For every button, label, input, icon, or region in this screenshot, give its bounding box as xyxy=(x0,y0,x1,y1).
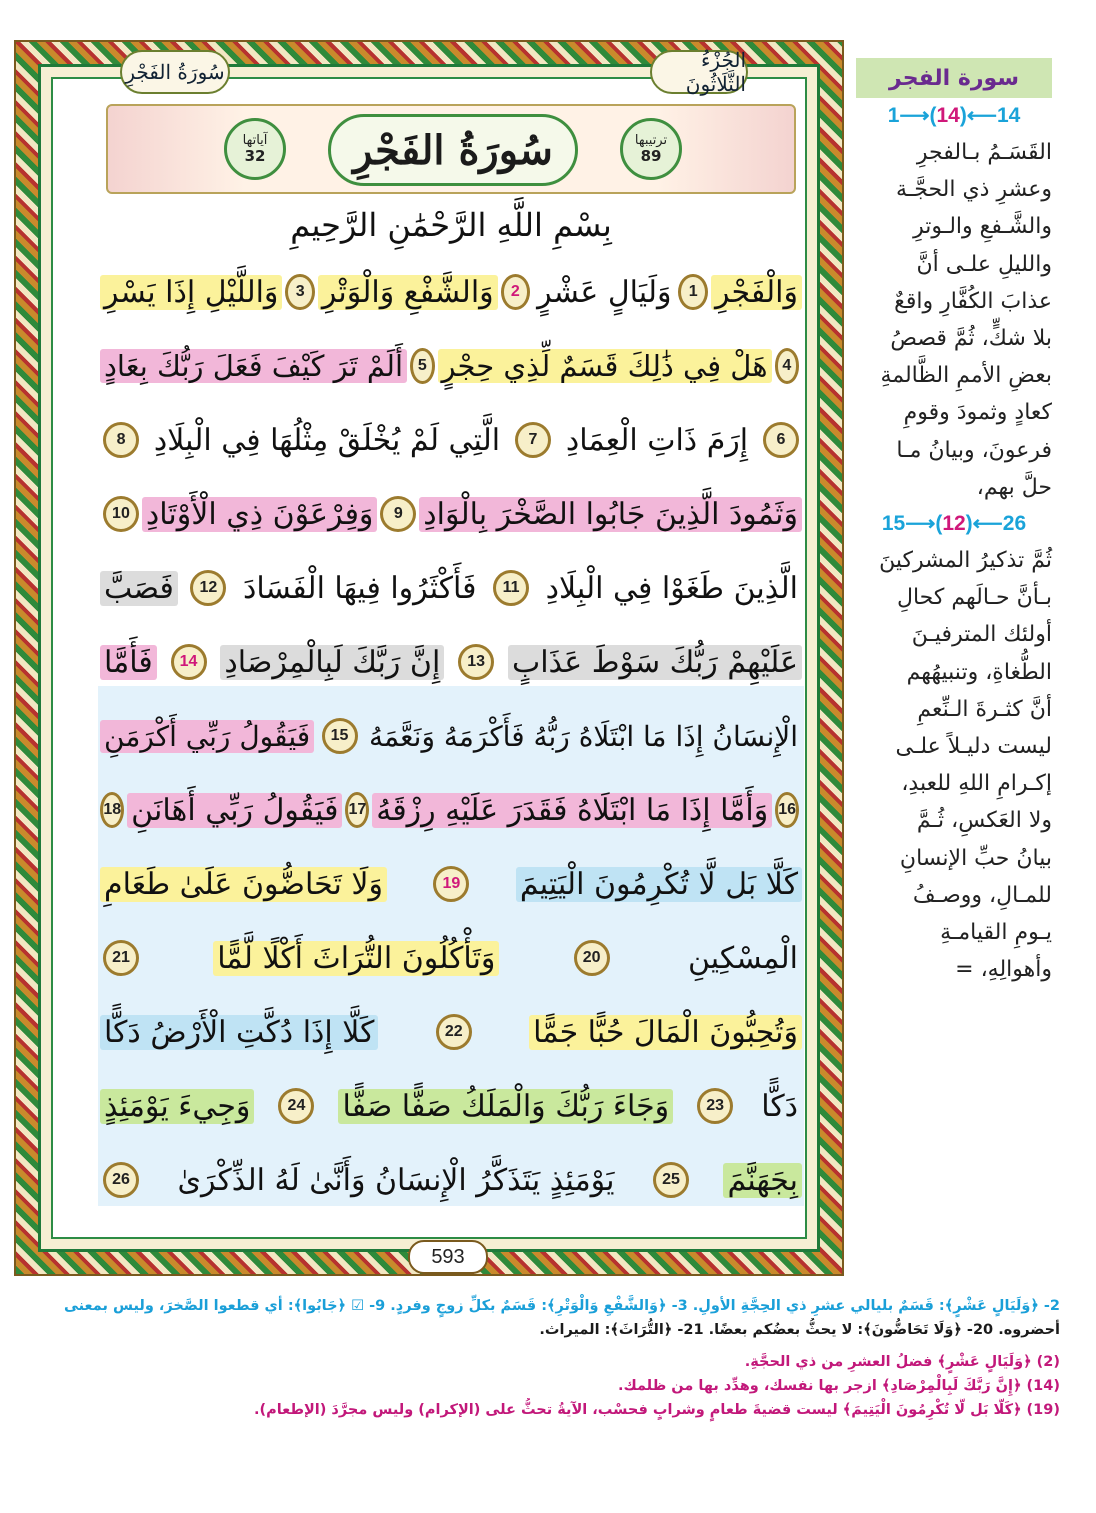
arrow-icon: ⟵ xyxy=(972,512,1003,536)
side-commentary xyxy=(856,58,1052,988)
side-line: إكـرامِ اللهِ للعبدِ، xyxy=(901,771,1052,797)
side-line: ولا العَكسِ، ثُـمَّ xyxy=(916,808,1052,834)
side-line: حلَّ بهم، xyxy=(976,474,1052,500)
verse-text: وَلَا تَحَاضُّونَ عَلَىٰ طَعَامِ xyxy=(100,867,387,902)
ayah-marker: 23 xyxy=(697,1088,733,1124)
basmala: بِسْمِ اللَّهِ الرَّحْمَٰنِ الرَّحِيمِ xyxy=(290,206,612,244)
verse-text: إِنَّ رَبَّكَ لَبِالْمِرْصَادِ xyxy=(220,645,444,680)
ayah-marker: 1 xyxy=(678,274,707,310)
side-line: للمـالِ، ووصـفُ xyxy=(912,882,1052,908)
verse-text: وَجَاءَ رَبُّكَ وَالْمَلَكُ صَفًّا صَفًّا xyxy=(338,1089,673,1124)
ayat-value: 32 xyxy=(244,146,266,165)
arrow-icon: ⟵ xyxy=(966,104,997,127)
ayah-marker: 9 xyxy=(380,496,416,532)
verse-line-8 xyxy=(100,780,802,840)
verse-text: يَوْمَئِذٍ يَتَذَكَّرُ الْإِنسَانُ وَأَنَّىٰ لَهُ الذِّكْرَىٰ xyxy=(177,1162,615,1198)
ayah-marker: 5 xyxy=(410,348,434,384)
verse-text: هَلْ فِي ذَٰلِكَ قَسَمٌ لِّذِي حِجْرٍ xyxy=(438,349,772,383)
verse-text: وَأَمَّا إِذَا مَا ابْتَلَاهُ فَقَدَرَ عَلَيْهِ رِزْقَهُ xyxy=(372,793,772,828)
verse-line-12 xyxy=(100,1076,802,1136)
verse-line-9 xyxy=(100,854,802,914)
range-from: 1 xyxy=(887,104,900,127)
ayah-marker: 20 xyxy=(574,940,610,976)
side-line: كعادٍ وثمودَ وقومِ xyxy=(903,400,1052,426)
verse-text: وَثَمُودَ الَّذِينَ جَابُوا الصَّخْرَ بِالْوَادِ xyxy=(419,497,802,532)
footnote-14: (14) ﴿إِنَّ رَبَّكَ لَبِالْمِرْصَادِ﴾ ازجر بها نفسك، وهدِّد بها من ظلمك. xyxy=(617,1378,1060,1394)
ayah-marker: 3 xyxy=(285,274,314,310)
footnote-2: (2) ﴿وَلَيَالٍ عَشْرٍ﴾ فضلُ العشرِ من ذي الحجَّةِ. xyxy=(744,1354,1060,1370)
verse-line-11 xyxy=(100,1002,802,1062)
verse-line-13 xyxy=(100,1150,802,1210)
surah-title: سُورَةُ الفَجْرِ xyxy=(328,114,578,186)
ayah-range-1: 1⟶(14)⟵14 xyxy=(887,104,1021,127)
side-line: بيانُ حبِّ الإنسانِ xyxy=(899,845,1052,871)
verse-text: وَفِرْعَوْنَ ذِي الْأَوْتَادِ xyxy=(142,497,378,532)
range-count: 12 xyxy=(942,512,966,536)
range-to: 26 xyxy=(1002,512,1027,536)
verse-text: إِرَمَ ذَاتِ الْعِمَادِ xyxy=(565,422,749,458)
side-line: والليلِ علـى أنَّ xyxy=(916,251,1052,277)
ayah-marker: 21 xyxy=(103,940,139,976)
side-line: بـأنَّ حـالَهم كحالِ xyxy=(896,585,1052,611)
verse-text: أَلَمْ تَرَ كَيْفَ فَعَلَ رَبُّكَ بِعَادٍ xyxy=(100,349,407,383)
arrow-icon: ⟶ xyxy=(899,104,930,127)
verse-text: فَيَقُولُ رَبِّي أَهَانَنِ xyxy=(127,793,342,828)
range-to: 14 xyxy=(996,104,1021,127)
ayah-marker: 11 xyxy=(493,570,529,606)
ayah-marker: 2 xyxy=(501,274,530,310)
side-text-2 xyxy=(856,542,1052,988)
ayah-marker: 6 xyxy=(763,422,799,458)
verse-line-4 xyxy=(100,484,802,544)
range-count: 14 xyxy=(936,104,960,127)
ayah-range-2: 15⟶(12)⟵26 xyxy=(881,512,1027,536)
verse-text: وَجِيءَ يَوْمَئِذٍ xyxy=(100,1089,254,1124)
footnote-vocab-1: 2- ﴿وَلَيَالٍ عَشْرٍ﴾: قَسَمٌ بليالي عشرِ ذي الحِجَّةِ الأولِ. 3- ﴿وَالشَّفْعِ وَالْوَتْرِ﴾: قَسَمٌ بكلِّ زوجٍ وفردٍ. 9- ☑ ﴿جَابُوا﴾: أي قطعوا الصَّخرَ، وليس بمعنى xyxy=(63,1298,1060,1314)
order-value: 89 xyxy=(640,146,662,165)
ayah-marker: 17 xyxy=(345,792,369,828)
verse-line-3 xyxy=(100,410,802,470)
side-line: أنَّ كثـرةَ الـنِّعمِ xyxy=(917,696,1052,722)
side-line: وأهوالِهِ، = xyxy=(955,957,1052,983)
side-line: ثُمَّ تذكيرُ المشركينَ xyxy=(879,548,1052,574)
verse-text: فَيَقُولُ رَبِّي أَكْرَمَنِ xyxy=(100,720,314,753)
verse-text: وَالْفَجْرِ xyxy=(711,275,802,310)
side-line: والشَّـفعِ والـوترِ xyxy=(913,214,1052,240)
juz-label: الجُزْءُ الثَّلَاثُونَ xyxy=(685,48,746,96)
order-label: ترتيبها xyxy=(634,132,668,148)
ayah-marker: 16 xyxy=(775,792,799,828)
ayah-marker: 13 xyxy=(458,644,494,680)
ayah-marker: 24 xyxy=(278,1088,314,1124)
side-line: وعشرِ ذي الحجَّـة xyxy=(896,177,1052,203)
ayah-marker: 19 xyxy=(433,866,469,902)
verse-text: وَاللَّيْلِ إِذَا يَسْرِ xyxy=(100,275,282,310)
ayat-medallion xyxy=(224,118,286,180)
verse-text: كَلَّا بَل لَّا تُكْرِمُونَ الْيَتِيمَ xyxy=(516,867,802,902)
verse-line-7 xyxy=(100,706,802,766)
arrow-icon: ⟶ xyxy=(905,512,936,536)
side-line: بلا شكٍّ، ثُمَّ قصصُ xyxy=(890,326,1052,352)
ayah-marker: 26 xyxy=(103,1162,139,1198)
footnote-19: (19) ﴿كَلَّا بَل لَّا تُكْرِمُونَ الْيَتِيمَ﴾ ليست قضيةَ طعامٍ وشرابٍ فحسْب، الآيةُ تحثُّ على (الإكرام) وليس مجرَّدَ (الإطعام). xyxy=(253,1402,1060,1418)
verse-text: الَّتِي لَمْ يُخْلَقْ مِثْلُهَا فِي الْبِلَادِ xyxy=(153,422,501,458)
verse-text: وَتَأْكُلُونَ التُّرَاثَ أَكْلًا لَّمًّا xyxy=(213,941,499,976)
verse-line-10 xyxy=(100,928,802,988)
side-line: عذابَ الكُفَّارِ واقعٌ xyxy=(894,288,1052,314)
verse-text: وَالشَّفْعِ وَالْوَتْرِ xyxy=(318,275,498,310)
footnote-vocab-2: أحضروه. 20- ﴿وَلَا تَحَاضُّونَ﴾: لا يحثُّ بعضُكم بعضًا. 21- ﴿التُّرَاثَ﴾: الميراث. xyxy=(539,1322,1060,1338)
surah-title-banner xyxy=(106,104,796,194)
ayah-marker: 12 xyxy=(190,570,226,606)
side-line: ليست دليـلاً علـى xyxy=(895,734,1052,760)
side-line: القَسَـمُ بـالفجرِ xyxy=(916,140,1052,165)
ayah-marker: 18 xyxy=(100,792,124,828)
verse-text: عَلَيْهِمْ رَبُّكَ سَوْطَ عَذَابٍ xyxy=(508,645,802,680)
ayah-marker: 10 xyxy=(103,496,139,532)
verse-text: بِجَهَنَّمَ xyxy=(723,1163,802,1198)
juz-cartouche xyxy=(650,50,748,94)
verse-text: الَّذِينَ طَغَوْا فِي الْبِلَادِ xyxy=(545,570,798,606)
ayah-marker: 4 xyxy=(775,348,799,384)
side-line: فرعونَ، وبيانُ مـا xyxy=(896,437,1052,463)
surah-cartouche xyxy=(120,50,230,94)
verse-line-6 xyxy=(100,632,802,692)
ayah-marker: 25 xyxy=(653,1162,689,1198)
verse-text: فَأَكْثَرُوا فِيهَا الْفَسَادَ xyxy=(242,570,477,606)
side-line: يـومِ القيامـةِ xyxy=(940,920,1052,946)
ayat-label: آياتها xyxy=(242,132,268,148)
ayah-marker: 14 xyxy=(171,644,207,680)
verse-text: دَكًّا xyxy=(761,1088,798,1124)
verse-text: فَصَبَّ xyxy=(100,571,178,606)
footnotes xyxy=(40,1294,1060,1422)
verse-line-2 xyxy=(100,336,802,396)
order-medallion xyxy=(620,118,682,180)
verse-text: فَأَمَّا xyxy=(100,645,157,680)
ayah-marker: 7 xyxy=(515,422,551,458)
range-from: 15 xyxy=(881,512,906,536)
side-title: سورة الفجر xyxy=(856,58,1052,98)
page-number: 593 xyxy=(408,1240,488,1274)
verse-text: كَلَّا إِذَا دُكَّتِ الْأَرْضُ دَكًّا xyxy=(100,1015,378,1050)
ayah-marker: 22 xyxy=(436,1014,472,1050)
verse-text: وَلَيَالٍ عَشْرٍ xyxy=(537,274,672,310)
verse-line-1 xyxy=(100,262,802,322)
side-line: بعضِ الأممِ الظَّالمةِ xyxy=(880,363,1052,389)
side-line: الطُّغاةِ، وتنبيهُهم xyxy=(906,659,1052,685)
ayah-marker: 8 xyxy=(103,422,139,458)
ayah-marker: 15 xyxy=(322,718,358,754)
side-line: أولئك المترفيـنَ xyxy=(911,622,1052,648)
side-text-1 xyxy=(856,134,1052,506)
surah-label: سُورَةُ الفَجْرِ xyxy=(125,60,225,84)
verse-text: الْمِسْكِينِ xyxy=(687,940,798,976)
verse-text: وَتُحِبُّونَ الْمَالَ حُبًّا جَمًّا xyxy=(529,1015,802,1050)
verse-text: الْإِنسَانُ إِذَا مَا ابْتَلَاهُ رَبُّهُ فَأَكْرَمَهُ وَنَعَّمَهُ xyxy=(368,719,798,753)
verse-line-5 xyxy=(100,558,802,618)
